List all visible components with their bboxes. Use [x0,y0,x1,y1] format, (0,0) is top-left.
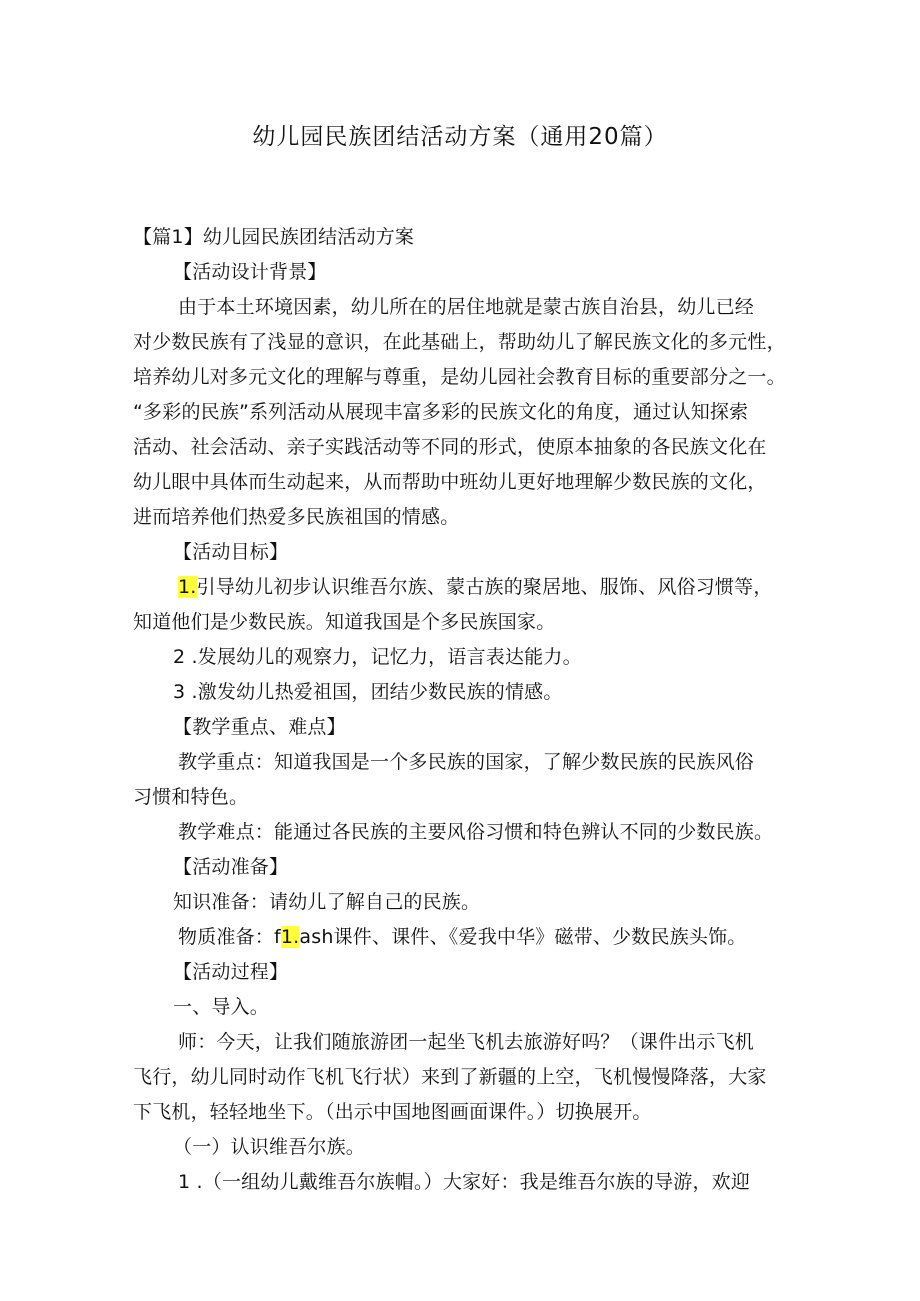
paragraph-line: “多彩的民族”系列活动从展现丰富多彩的民族文化的角度，通过认知探索 [133,401,749,423]
paragraph-line: 下飞机，轻轻地坐下。（出示中国地图画面课件。）切换展开。 [133,1101,652,1123]
paragraph-line: 知道他们是少数民族。知道我国是个多民族国家。 [133,611,556,633]
highlight-mark: 1. [178,576,197,598]
chapter-heading: 【篇1】幼儿园民族团结活动方案 [133,226,415,248]
paragraph-line: 活动、社会活动、亲子实践活动等不同的形式，使原本抽象的各民族文化在 [133,436,767,458]
sub-step-heading: （一）认识维吾尔族。 [173,1136,366,1158]
prep-text-a: 物质准备：f [178,926,281,948]
paragraph-line: 教学难点：能通过各民族的主要风俗习惯和特色辨认不同的少数民族。 [178,821,774,843]
goal-1-text: 引导幼儿初步认识维吾尔族、蒙古族的聚居地、服饰、风俗习惯等， [196,576,773,598]
paragraph-line: 进而培养他们热爱多民族祖国的情感。 [133,506,460,528]
paragraph-line: 教学重点：知道我国是一个多民族的国家，了解少数民族的民族风俗 [178,751,755,773]
section-heading-process: 【活动过程】 [173,961,289,983]
section-heading-key-points: 【教学重点、难点】 [173,716,346,738]
prep-material-line [178,924,747,950]
paragraph-line: 幼儿眼中具体而生动起来，从而帮助中班幼儿更好地理解少数民族的文化， [133,471,767,493]
goal-item-2: 2 .发展幼儿的观察力，记忆力，语言表达能力。 [173,646,582,668]
prep-text-b: ash课件、课件、《爱我中华》磁带、少数民族头饰。 [299,926,747,948]
goal-item-1 [178,574,773,600]
paragraph-line: 飞行，幼儿同时动作飞机飞行状）来到了新疆的上空，飞机慢慢降落，大家 [133,1066,767,1088]
paragraph-line: 由于本土环境因素，幼儿所在的居住地就是蒙古族自治县，幼儿已经 [178,296,755,318]
paragraph-line: 师：今天，让我们随旅游团一起坐飞机去旅游好吗？（课件出示飞机 [178,1031,755,1053]
step-heading: 一、导入。 [173,996,270,1018]
section-heading-preparation: 【活动准备】 [173,856,289,878]
goal-item-3: 3 .激发幼儿热爱祖国，团结少数民族的情感。 [173,681,563,703]
document-title: 幼儿园民族团结活动方案（通用20篇） [252,124,668,150]
paragraph-line: 知识准备：请幼儿了解自己的民族。 [173,891,481,913]
section-heading-background: 【活动设计背景】 [173,261,327,283]
paragraph-line: 对少数民族有了浅显的意识，在此基础上，帮助幼儿了解民族文化的多元性， [133,331,786,353]
highlight-mark: 1. [280,926,300,948]
section-heading-goals: 【活动目标】 [173,541,289,563]
paragraph-line: 培养幼儿对多元文化的理解与尊重，是幼儿园社会教育目标的重要部分之一。 [133,366,786,388]
paragraph-line: 1 .（一组幼儿戴维吾尔族帽。）大家好：我是维吾尔族的导游，欢迎 [178,1171,751,1193]
paragraph-line: 习惯和特色。 [133,786,249,808]
